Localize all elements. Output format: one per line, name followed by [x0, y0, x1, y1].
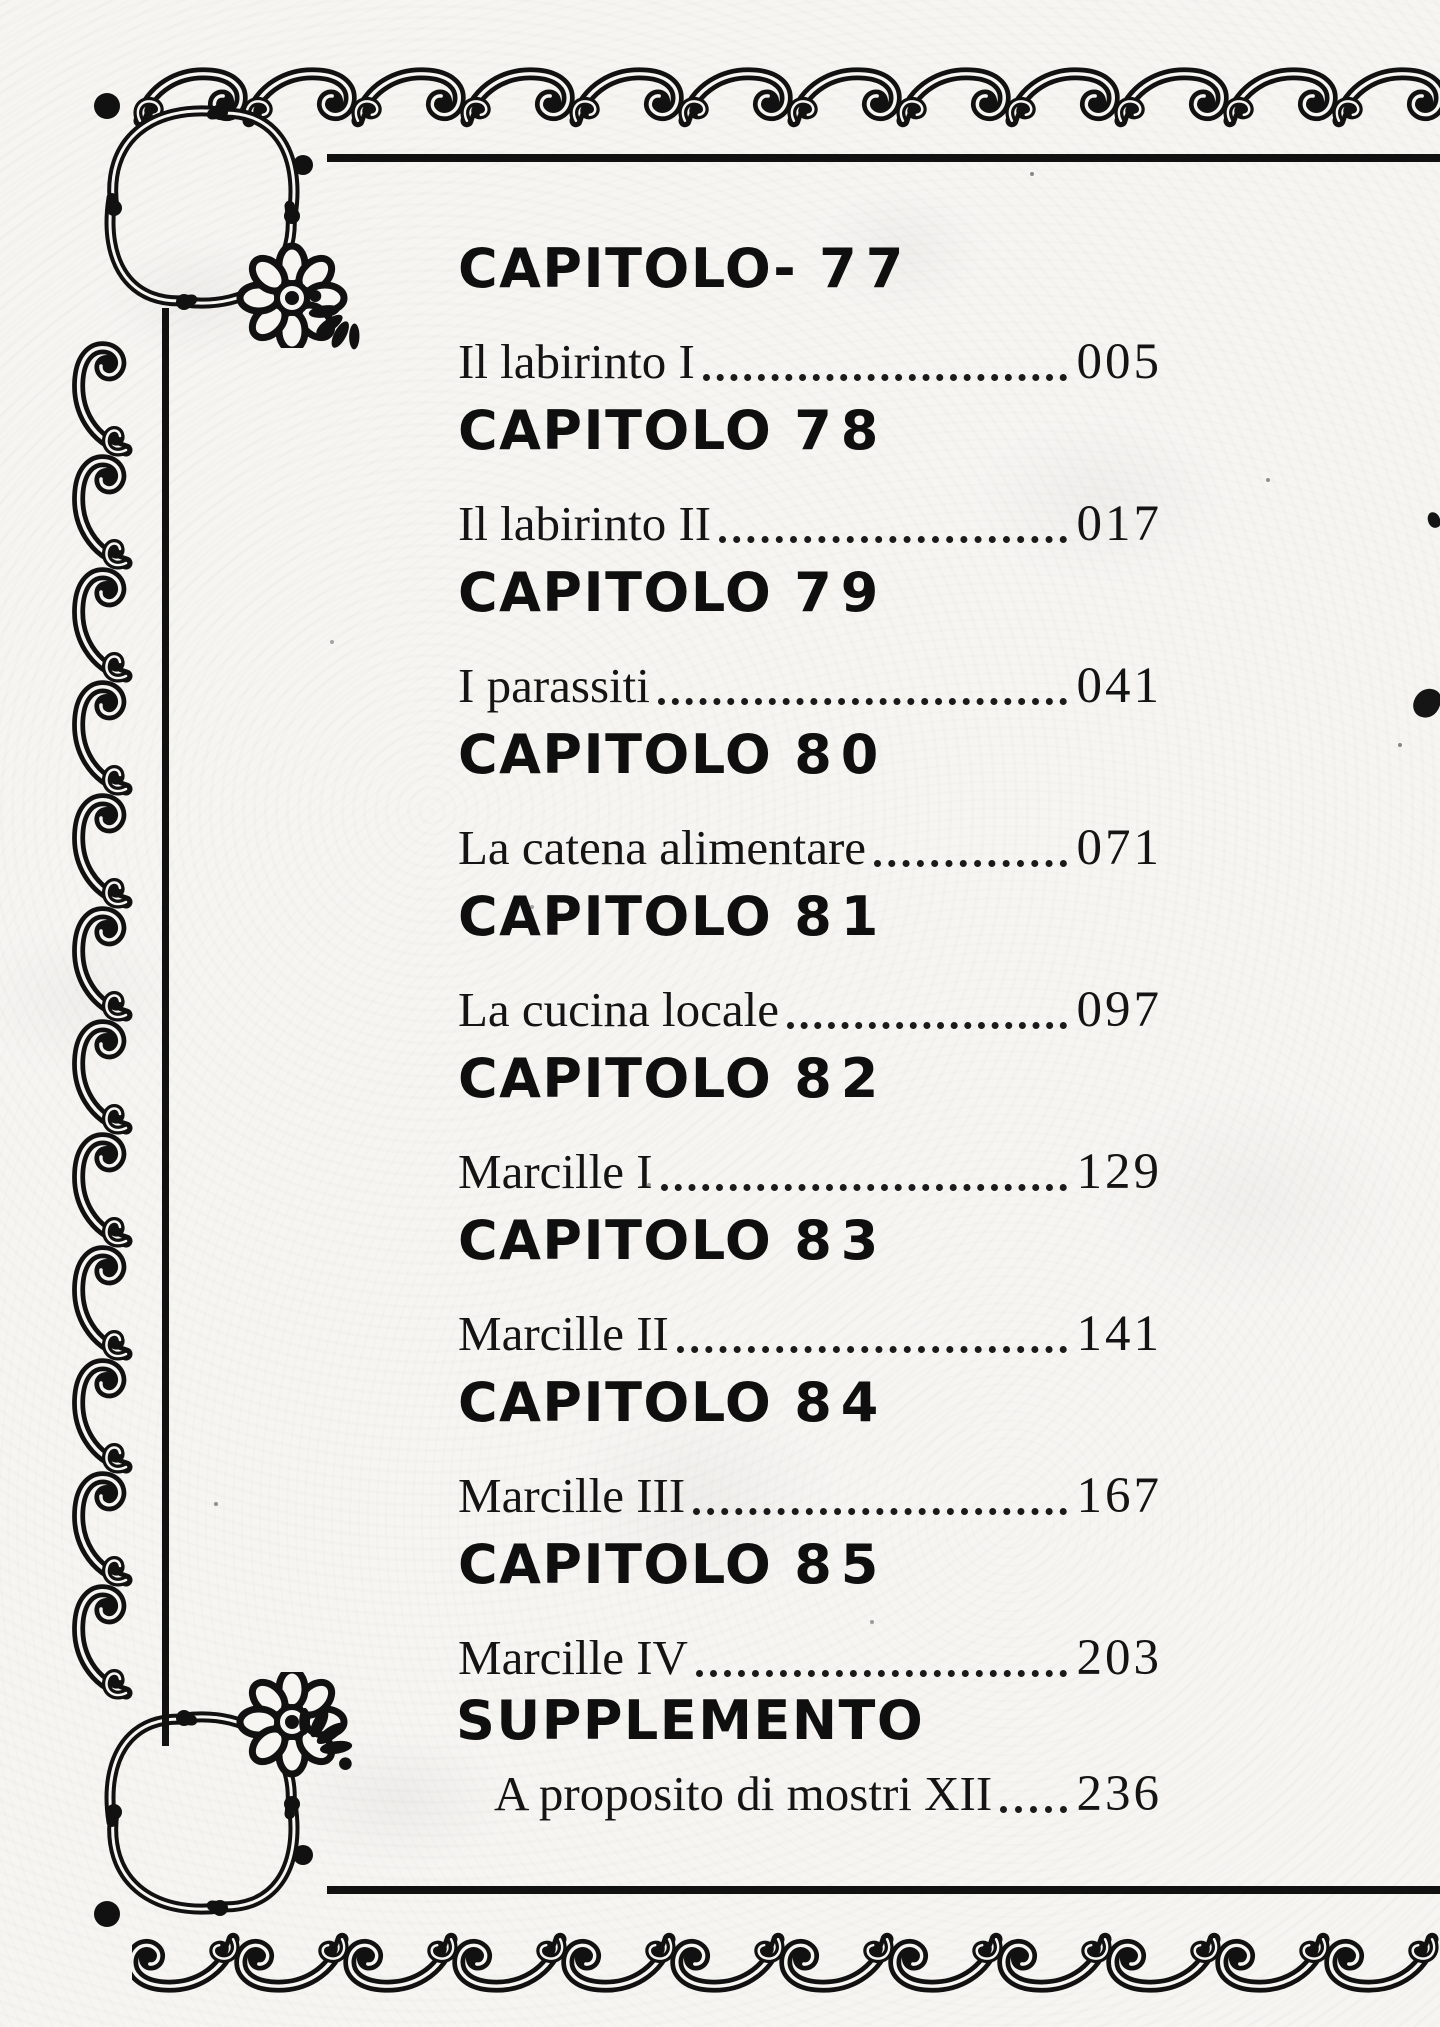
chapter-number: 81 [794, 885, 888, 948]
chapter-title-label: CAPITOLO [458, 561, 773, 624]
toc-entry [456, 1689, 1162, 1822]
chapter-number: 84 [794, 1371, 888, 1434]
toc-row [458, 658, 1162, 714]
chapter-subtitle: Marcille II [458, 1306, 669, 1361]
chapter-number: 83 [794, 1209, 888, 1272]
page-number: 097 [1076, 982, 1162, 1038]
page-number: 203 [1076, 1630, 1162, 1686]
page-number: 005 [1076, 334, 1162, 390]
page-number: 236 [1076, 1766, 1162, 1822]
paper-specks [1030, 172, 1034, 176]
toc-row [458, 496, 1162, 552]
chapter-title [458, 1047, 1162, 1110]
chapter-title [456, 1689, 1162, 1752]
toc-entry [458, 237, 1162, 390]
page-number: 071 [1076, 820, 1162, 876]
toc-entry [458, 399, 1162, 552]
chapter-title [458, 723, 1162, 786]
dot-leader-icon [696, 1670, 1067, 1677]
dot-leader-icon [787, 1022, 1066, 1029]
chapter-subtitle: A proposito di mostri XII [494, 1766, 993, 1821]
toc-row [458, 334, 1162, 390]
chapter-number: 85 [794, 1533, 888, 1596]
chapter-number: 78 [794, 399, 888, 462]
toc-entry [458, 1209, 1162, 1362]
toc-entry [458, 561, 1162, 714]
left-border-scroll-icon [62, 340, 138, 1700]
chapter-title-label: CAPITOLO [458, 1371, 773, 1434]
chapter-subtitle: I parassiti [458, 658, 650, 713]
chapter-title [458, 399, 1162, 462]
leaf-sprig-top-icon [286, 290, 372, 376]
toc-row [458, 1144, 1162, 1200]
chapter-title-label: CAPITOLO [458, 399, 773, 462]
page-number: 141 [1076, 1306, 1162, 1362]
toc-entry [458, 1371, 1162, 1524]
dot-leader-icon [874, 860, 1066, 867]
chapter-number: 77 [819, 237, 913, 300]
leaf-sprig-bottom-icon [286, 1680, 376, 1770]
dot-leader-icon [658, 698, 1067, 705]
dot-leader-icon [703, 374, 1067, 381]
dot-leader-icon [661, 1184, 1067, 1191]
chapter-title [458, 1371, 1162, 1434]
page-number: 041 [1076, 658, 1162, 714]
chapter-subtitle: Marcille IV [458, 1630, 688, 1685]
bottom-inner-rule [327, 1886, 1440, 1894]
page-number: 167 [1076, 1468, 1162, 1524]
toc-entry [458, 1047, 1162, 1200]
toc-row [458, 982, 1162, 1038]
dot-leader-icon [677, 1346, 1067, 1353]
ink-speck [1426, 511, 1440, 530]
toc-row [458, 1468, 1162, 1524]
toc-entry [458, 885, 1162, 1038]
page-number: 017 [1076, 496, 1162, 552]
chapter-title-label: CAPITOLO [458, 1533, 773, 1596]
chapter-number: 79 [794, 561, 888, 624]
toc-row [494, 1766, 1162, 1822]
toc-row [458, 820, 1162, 876]
dot-leader-icon [693, 1508, 1066, 1515]
left-inner-rule [162, 308, 169, 1746]
chapter-title [458, 885, 1162, 948]
chapter-number: 82 [794, 1047, 888, 1110]
chapter-subtitle: Marcille III [458, 1468, 686, 1523]
chapter-title-label: CAPITOLO- [458, 237, 798, 300]
ink-smudge [1410, 684, 1440, 721]
dot-leader-icon [1000, 1806, 1066, 1813]
toc-entry [458, 723, 1162, 876]
chapter-title-label: CAPITOLO [458, 723, 773, 786]
chapter-title [458, 1209, 1162, 1272]
chapter-subtitle: Il labirinto I [458, 334, 695, 389]
toc-row [458, 1630, 1162, 1686]
chapter-title [458, 1533, 1162, 1596]
chapter-subtitle: Il labirinto II [458, 496, 712, 551]
dot-leader-icon [719, 536, 1066, 543]
chapter-number: 80 [794, 723, 888, 786]
chapter-subtitle: La cucina locale [458, 982, 780, 1037]
toc-row [458, 1306, 1162, 1362]
chapter-title [458, 237, 1162, 300]
page-number: 129 [1076, 1144, 1162, 1200]
top-inner-rule [327, 154, 1440, 162]
chapter-title-label: CAPITOLO [458, 885, 773, 948]
chapter-subtitle: La catena alimentare [458, 820, 867, 875]
chapter-title-label: CAPITOLO [458, 1047, 773, 1110]
chapter-title-label: CAPITOLO [458, 1209, 773, 1272]
chapter-title [458, 561, 1162, 624]
toc-entry [458, 1533, 1162, 1686]
chapter-title-label: SUPPLEMENTO [456, 1689, 925, 1752]
chapter-subtitle: Marcille I [458, 1144, 653, 1199]
